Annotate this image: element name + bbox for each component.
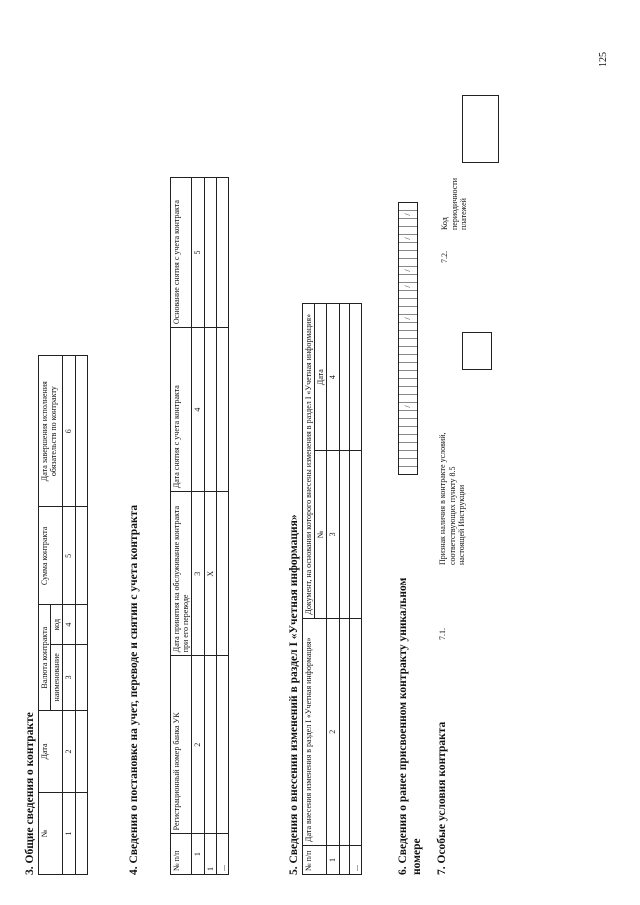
digit-cell xyxy=(399,218,417,226)
s5-cell xyxy=(349,304,361,451)
separator: / xyxy=(399,234,417,242)
section5-title: 5. Сведения о внесении изменений в раздел I «Учетная информация» xyxy=(288,514,300,875)
s5-index-4: 4 xyxy=(327,304,339,451)
s3-index-6: 6 xyxy=(63,356,75,507)
separator: / xyxy=(399,282,417,290)
s5-ellipsis: ... xyxy=(349,845,361,874)
digit-cell xyxy=(399,346,417,354)
s4-ellipsis: ... xyxy=(216,834,228,875)
s5-index-1: 1 xyxy=(327,845,339,874)
s4-x-mark: X xyxy=(204,492,216,656)
digit-cell xyxy=(399,258,417,266)
section4-table xyxy=(170,177,229,875)
s4-head-reason: Основание снятия с учета контракта xyxy=(171,178,192,328)
s3-index-1: 1 xyxy=(63,792,75,874)
item-7-1-number: 7.1. xyxy=(438,628,447,640)
digit-cell xyxy=(399,450,417,458)
s3-index-2: 2 xyxy=(63,710,75,792)
digit-cell xyxy=(399,442,417,450)
s4-cell xyxy=(216,178,228,328)
s5-head-num: № п/п xyxy=(303,845,327,874)
digit-cell xyxy=(399,362,417,370)
digit-cell xyxy=(399,322,417,330)
digit-cell xyxy=(399,458,417,466)
digit-cell xyxy=(399,242,417,250)
s4-head-num: № п/п xyxy=(171,834,192,875)
digit-cell xyxy=(399,410,417,418)
page-number: 125 xyxy=(598,52,609,67)
s4-index-5: 5 xyxy=(192,178,204,328)
digit-cell xyxy=(399,338,417,346)
s4-index-1: 1 xyxy=(192,834,204,875)
s4-index-3: 3 xyxy=(192,492,204,656)
s3-head-num: № xyxy=(39,792,63,874)
s3-cell xyxy=(75,605,87,644)
separator: / xyxy=(399,210,417,218)
section3-title: 3. Общие сведения о контракте xyxy=(24,712,36,875)
s3-cell xyxy=(75,644,87,710)
s3-index-3: 3 xyxy=(63,644,75,710)
s4-cell xyxy=(204,328,216,492)
s4-cell xyxy=(216,656,228,834)
s3-head-currency-code: код xyxy=(51,605,63,644)
digit-cell xyxy=(399,386,417,394)
separator: / xyxy=(399,314,417,322)
s4-row-num: 1 xyxy=(204,834,216,875)
digit-cell xyxy=(399,426,417,434)
digit-cell xyxy=(399,250,417,258)
s5-head-change-date: Дата внесения изменения в раздел I «Учетная информация» xyxy=(303,618,327,845)
s5-head-doc-num: № xyxy=(315,451,327,618)
s3-head-date: Дата xyxy=(39,710,63,792)
item-7-1-checkbox[interactable] xyxy=(462,332,492,370)
section3-table xyxy=(38,355,88,875)
s4-head-accept: Дата принятия на обслуживание контракта при его переводе xyxy=(171,492,192,656)
digit-cell xyxy=(399,203,417,210)
section5-table xyxy=(302,303,362,875)
s4-head-bank: Регистрационный номер банка УК xyxy=(171,656,192,834)
s4-cell xyxy=(204,656,216,834)
s3-cell xyxy=(75,792,87,874)
s5-index-3: 3 xyxy=(327,451,339,618)
digit-cell xyxy=(399,378,417,386)
s5-head-document: Документ, на основании которого внесены изменения в раздел I «Учетная информация» xyxy=(303,304,315,619)
digit-cell xyxy=(399,418,417,426)
s3-cell xyxy=(75,507,87,605)
s5-cell xyxy=(349,451,361,618)
separator: / xyxy=(399,402,417,410)
s5-cell xyxy=(339,618,349,845)
s3-head-sum: Сумма контракта xyxy=(39,507,63,605)
s3-index-5: 5 xyxy=(63,507,75,605)
s3-head-end-date: Дата завершения исполнения обязательств по контракту xyxy=(39,356,63,507)
section6-title: 6. Сведения о ранее присвоенном контракту уникальном номере xyxy=(397,577,423,875)
s4-cell xyxy=(204,178,216,328)
digit-cell xyxy=(399,298,417,306)
digit-cell xyxy=(399,274,417,282)
s3-index-4: 4 xyxy=(63,605,75,644)
s5-index-2: 2 xyxy=(327,618,339,845)
digit-cell xyxy=(399,434,417,442)
unique-number-field xyxy=(398,202,418,475)
s4-index-4: 4 xyxy=(192,328,204,492)
digit-cell xyxy=(399,226,417,234)
s5-cell xyxy=(339,304,349,451)
digit-cell xyxy=(399,330,417,338)
item-7-2-number: 7.2. xyxy=(440,251,449,263)
digit-cell xyxy=(399,354,417,362)
s4-index-2: 2 xyxy=(192,656,204,834)
s5-cell xyxy=(339,451,349,618)
s4-cell xyxy=(216,492,228,656)
digit-cell xyxy=(399,466,417,474)
s5-cell xyxy=(339,845,349,874)
section4-title: 4. Сведения о постановке на учет, переводе и снятии с учета контракта xyxy=(128,504,140,875)
item-7-2-text: Код периодичности платежей xyxy=(440,177,469,230)
s3-head-currency: Валюта контракта xyxy=(39,605,51,710)
digit-cell xyxy=(399,290,417,298)
section7-title: 7. Особые условия контракта xyxy=(436,721,448,875)
digit-cell xyxy=(399,370,417,378)
separator: / xyxy=(399,266,417,274)
s5-cell xyxy=(349,618,361,845)
s5-head-doc-date: Дата xyxy=(315,304,327,451)
digit-cell xyxy=(399,394,417,402)
s4-head-remove: Дата снятия с учета контракта xyxy=(171,328,192,492)
item-7-2-code-box[interactable] xyxy=(462,95,499,163)
s4-cell xyxy=(216,328,228,492)
item-7-1-text: Признак наличия в контракте условий, соответствующих пункту 8.5 настоящей Инструкции xyxy=(438,432,467,565)
digit-cell xyxy=(399,306,417,314)
s3-head-currency-name: наименование xyxy=(51,644,63,710)
s3-cell xyxy=(75,356,87,507)
s3-cell xyxy=(75,710,87,792)
